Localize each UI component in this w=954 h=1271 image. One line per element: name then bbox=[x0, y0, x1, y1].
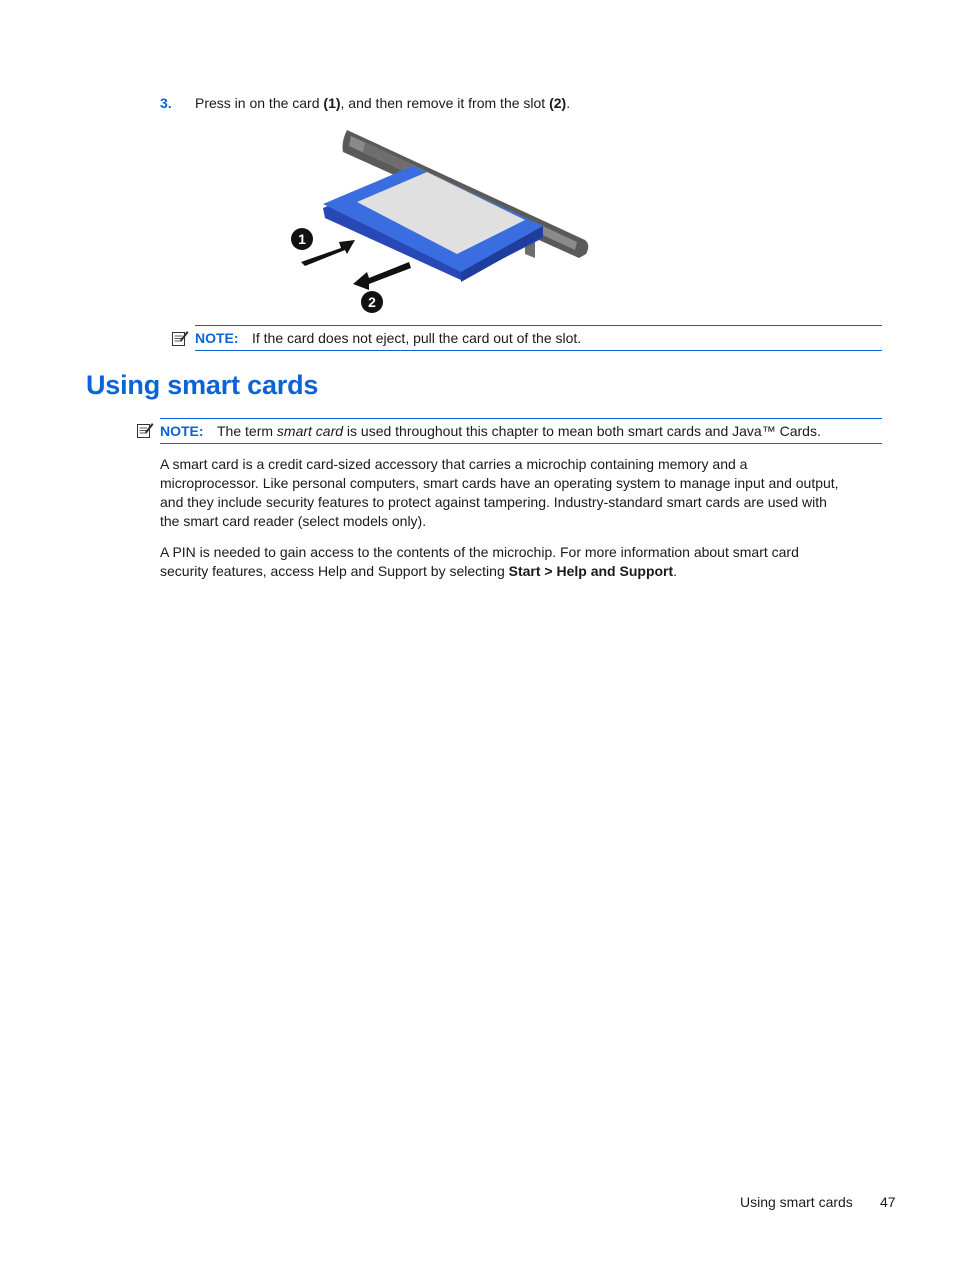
step-text-3: . bbox=[566, 95, 571, 111]
paragraph-line: A smart card is a credit card-sized accessory that carries a microchip containing memory and a bbox=[160, 456, 748, 472]
footer-section-name: Using smart cards bbox=[740, 1194, 853, 1210]
note-label: NOTE: bbox=[195, 330, 239, 346]
step-number: 3. bbox=[160, 95, 172, 111]
card-eject-illustration bbox=[285, 122, 605, 322]
note-text-2: is used throughout this chapter to mean both smart cards and Java™ Cards. bbox=[343, 423, 821, 439]
callout-1 bbox=[291, 228, 313, 250]
callout-2 bbox=[361, 291, 383, 313]
callout-2-label: 2 bbox=[368, 294, 376, 310]
step-bold-1: (1) bbox=[323, 95, 341, 111]
paragraph-line: microprocessor. Like personal computers, smart cards have an operating system to manage input and output, bbox=[160, 475, 839, 491]
menu-path: Start > Help and Support bbox=[508, 563, 674, 579]
note-text bbox=[217, 423, 821, 439]
note-text: If the card does not eject, pull the card out of the slot. bbox=[252, 330, 582, 346]
step-text-1: Press in on the card bbox=[195, 95, 324, 111]
note-icon bbox=[171, 329, 189, 347]
note-text-1: The term bbox=[217, 423, 277, 439]
step-bold-2: (2) bbox=[549, 95, 567, 111]
note-italic-term: smart card bbox=[276, 423, 344, 439]
paragraph-line: the smart card reader (select models only). bbox=[160, 513, 427, 529]
paragraph-line bbox=[160, 562, 884, 581]
step-instruction bbox=[195, 95, 570, 111]
step-text-2: , and then remove it from the slot bbox=[340, 95, 550, 111]
smart-card bbox=[323, 166, 543, 282]
pull-arrow-icon bbox=[353, 262, 411, 290]
page-number: 47 bbox=[880, 1194, 896, 1210]
section-title: Using smart cards bbox=[86, 370, 319, 400]
note-icon bbox=[136, 421, 154, 439]
paragraph-pin bbox=[160, 543, 884, 581]
paragraph-line: A PIN is needed to gain access to the contents of the microchip. For more information about smart card bbox=[160, 544, 799, 560]
note-box-eject bbox=[195, 325, 882, 351]
note-box-terminology bbox=[160, 418, 882, 444]
paragraph-text-end: . bbox=[673, 563, 678, 579]
paragraph-line: and they include security features to protect against tampering. Industry-standard smart cards are used with bbox=[160, 494, 827, 510]
paragraph-definition bbox=[160, 455, 884, 531]
paragraph-text: security features, access Help and Support by selecting bbox=[160, 563, 509, 579]
callout-1-label: 1 bbox=[298, 231, 306, 247]
note-label: NOTE: bbox=[160, 423, 204, 439]
